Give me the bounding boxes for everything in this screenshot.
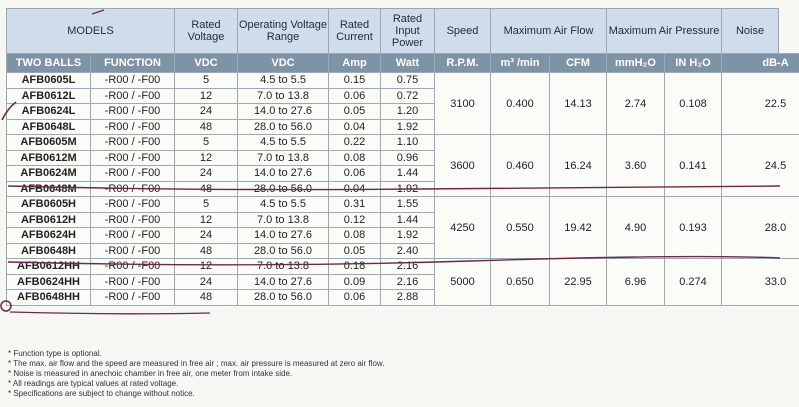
rated-voltage-cell: 5 [175, 197, 238, 213]
rated-current-cell: 0.09 [329, 274, 381, 290]
model-cell: AFB0612HH [7, 259, 91, 275]
header-max-air-flow: Maximum Air Flow [491, 9, 607, 54]
airflow-cfm-cell: 22.95 [550, 259, 607, 306]
input-power-cell: 1.92 [381, 181, 435, 197]
input-power-cell: 2.40 [381, 243, 435, 259]
voltage-range-cell: 14.0 to 27.6 [238, 274, 329, 290]
model-cell: AFB0605H [7, 197, 91, 213]
rated-current-cell: 0.05 [329, 243, 381, 259]
rated-current-cell: 0.06 [329, 88, 381, 104]
spec-table-body [7, 73, 799, 306]
pressure-inh2o-cell: 0.274 [665, 259, 722, 306]
rated-voltage-cell: 12 [175, 150, 238, 166]
model-cell: AFB0648H [7, 243, 91, 259]
function-cell: -R00 / -F00 [91, 135, 175, 151]
input-power-cell: 1.92 [381, 119, 435, 135]
voltage-range-cell: 28.0 to 56.0 [238, 181, 329, 197]
unit-amp: Amp [329, 54, 381, 73]
unit-dba: dB-A [722, 54, 799, 73]
noise-cell: 24.5 [722, 135, 799, 197]
unit-two-balls: TWO BALLS [7, 54, 91, 73]
input-power-cell: 0.75 [381, 73, 435, 89]
rated-current-cell: 0.06 [329, 290, 381, 306]
input-power-cell: 2.16 [381, 274, 435, 290]
model-cell: AFB0612M [7, 150, 91, 166]
rated-current-cell: 0.12 [329, 212, 381, 228]
header-speed: Speed [435, 9, 491, 54]
header-models: MODELS [7, 9, 175, 54]
airflow-m3min-cell: 0.400 [491, 73, 550, 135]
function-cell: -R00 / -F00 [91, 243, 175, 259]
footnote: * The max. air flow and the speed are measured in free air ; max. air pressure is measured at zero air flow. [8, 359, 385, 368]
header-rated-input-power: Rated Input Power [381, 9, 435, 54]
pressure-mmh2o-cell: 6.96 [607, 259, 665, 306]
function-cell: -R00 / -F00 [91, 104, 175, 120]
model-cell: AFB0648HH [7, 290, 91, 306]
function-cell: -R00 / -F00 [91, 259, 175, 275]
function-cell: -R00 / -F00 [91, 228, 175, 244]
function-cell: -R00 / -F00 [91, 197, 175, 213]
header-rated-current: Rated Current [329, 9, 381, 54]
voltage-range-cell: 28.0 to 56.0 [238, 290, 329, 306]
voltage-range-cell: 7.0 to 13.8 [238, 150, 329, 166]
footnotes [8, 349, 608, 399]
function-cell: -R00 / -F00 [91, 290, 175, 306]
input-power-cell: 0.96 [381, 150, 435, 166]
function-cell: -R00 / -F00 [91, 181, 175, 197]
rated-voltage-cell: 24 [175, 274, 238, 290]
rated-voltage-cell: 5 [175, 135, 238, 151]
header-noise: Noise [722, 9, 779, 54]
voltage-range-cell: 4.5 to 5.5 [238, 135, 329, 151]
footnote: * Function type is optional. [8, 349, 102, 358]
model-cell: AFB0624L [7, 104, 91, 120]
rated-current-cell: 0.06 [329, 166, 381, 182]
airflow-cfm-cell: 19.42 [550, 197, 607, 259]
function-cell: -R00 / -F00 [91, 212, 175, 228]
table-row [7, 135, 799, 151]
footnote: * All readings are typical values at rated voltage. [8, 379, 179, 388]
rated-voltage-cell: 24 [175, 104, 238, 120]
airflow-m3min-cell: 0.460 [491, 135, 550, 197]
rated-voltage-cell: 12 [175, 259, 238, 275]
voltage-range-cell: 14.0 to 27.6 [238, 104, 329, 120]
rated-voltage-cell: 48 [175, 290, 238, 306]
model-cell: AFB0612H [7, 212, 91, 228]
rated-current-cell: 0.18 [329, 259, 381, 275]
model-cell: AFB0648M [7, 181, 91, 197]
voltage-range-cell: 4.5 to 5.5 [238, 197, 329, 213]
unit-m3min: m³ /min [491, 54, 550, 73]
pen-underline [10, 312, 210, 314]
noise-cell: 33.0 [722, 259, 799, 306]
pressure-mmh2o-cell: 4.90 [607, 197, 665, 259]
table-row [7, 73, 799, 89]
rated-current-cell: 0.08 [329, 150, 381, 166]
input-power-cell: 1.44 [381, 212, 435, 228]
airflow-cfm-cell: 16.24 [550, 135, 607, 197]
rated-voltage-cell: 12 [175, 212, 238, 228]
noise-cell: 28.0 [722, 197, 799, 259]
rated-voltage-cell: 5 [175, 73, 238, 89]
model-cell: AFB0624M [7, 166, 91, 182]
speed-cell: 3600 [435, 135, 491, 197]
function-cell: -R00 / -F00 [91, 166, 175, 182]
airflow-m3min-cell: 0.650 [491, 259, 550, 306]
voltage-range-cell: 7.0 to 13.8 [238, 88, 329, 104]
rated-current-cell: 0.05 [329, 104, 381, 120]
model-cell: AFB0624HH [7, 274, 91, 290]
rated-voltage-cell: 24 [175, 228, 238, 244]
header-row [7, 9, 799, 54]
model-cell: AFB0648L [7, 119, 91, 135]
unit-rpm: R.P.M. [435, 54, 491, 73]
pressure-mmh2o-cell: 3.60 [607, 135, 665, 197]
units-row [7, 54, 799, 73]
header-max-air-pressure: Maximum Air Pressure [607, 9, 722, 54]
speed-cell: 5000 [435, 259, 491, 306]
voltage-range-cell: 4.5 to 5.5 [238, 73, 329, 89]
rated-voltage-cell: 24 [175, 166, 238, 182]
model-cell: AFB0612L [7, 88, 91, 104]
pressure-inh2o-cell: 0.141 [665, 135, 722, 197]
voltage-range-cell: 28.0 to 56.0 [238, 119, 329, 135]
unit-function: FUNCTION [91, 54, 175, 73]
rated-current-cell: 0.08 [329, 228, 381, 244]
unit-cfm: CFM [550, 54, 607, 73]
function-cell: -R00 / -F00 [91, 150, 175, 166]
speed-cell: 4250 [435, 197, 491, 259]
input-power-cell: 0.72 [381, 88, 435, 104]
input-power-cell: 2.16 [381, 259, 435, 275]
rated-current-cell: 0.15 [329, 73, 381, 89]
rated-current-cell: 0.31 [329, 197, 381, 213]
voltage-range-cell: 14.0 to 27.6 [238, 166, 329, 182]
unit-mmh2o: mmH₂O [607, 54, 665, 73]
rated-voltage-cell: 48 [175, 243, 238, 259]
footnote: * Specifications are subject to change without notice. [8, 389, 195, 398]
function-cell: -R00 / -F00 [91, 274, 175, 290]
rated-voltage-cell: 12 [175, 88, 238, 104]
footnote: * Noise is measured in anechoic chamber in free air, one meter from intake side. [8, 369, 293, 378]
noise-cell: 22.5 [722, 73, 799, 135]
voltage-range-cell: 14.0 to 27.6 [238, 228, 329, 244]
rated-voltage-cell: 48 [175, 119, 238, 135]
input-power-cell: 1.10 [381, 135, 435, 151]
voltage-range-cell: 7.0 to 13.8 [238, 212, 329, 228]
input-power-cell: 1.20 [381, 104, 435, 120]
airflow-cfm-cell: 14.13 [550, 73, 607, 135]
pressure-mmh2o-cell: 2.74 [607, 73, 665, 135]
model-cell: AFB0605M [7, 135, 91, 151]
voltage-range-cell: 7.0 to 13.8 [238, 259, 329, 275]
fan-spec-table [6, 8, 799, 306]
model-cell: AFB0605L [7, 73, 91, 89]
input-power-cell: 1.55 [381, 197, 435, 213]
airflow-m3min-cell: 0.550 [491, 197, 550, 259]
speed-cell: 3100 [435, 73, 491, 135]
unit-vdc: VDC [175, 54, 238, 73]
unit-inh2o: IN H₂O [665, 54, 722, 73]
input-power-cell: 1.92 [381, 228, 435, 244]
header-operating-voltage-range: Operating Voltage Range [238, 9, 329, 54]
table-row [7, 197, 799, 213]
unit-watt: Watt [381, 54, 435, 73]
rated-current-cell: 0.04 [329, 181, 381, 197]
function-cell: -R00 / -F00 [91, 73, 175, 89]
header-rated-voltage: Rated Voltage [175, 9, 238, 54]
rated-voltage-cell: 48 [175, 181, 238, 197]
pressure-inh2o-cell: 0.193 [665, 197, 722, 259]
pressure-inh2o-cell: 0.108 [665, 73, 722, 135]
input-power-cell: 1.44 [381, 166, 435, 182]
function-cell: -R00 / -F00 [91, 88, 175, 104]
model-cell: AFB0624H [7, 228, 91, 244]
table-row [7, 259, 799, 275]
function-cell: -R00 / -F00 [91, 119, 175, 135]
unit-vdc-range: VDC [238, 54, 329, 73]
rated-current-cell: 0.22 [329, 135, 381, 151]
voltage-range-cell: 28.0 to 56.0 [238, 243, 329, 259]
input-power-cell: 2.88 [381, 290, 435, 306]
rated-current-cell: 0.04 [329, 119, 381, 135]
